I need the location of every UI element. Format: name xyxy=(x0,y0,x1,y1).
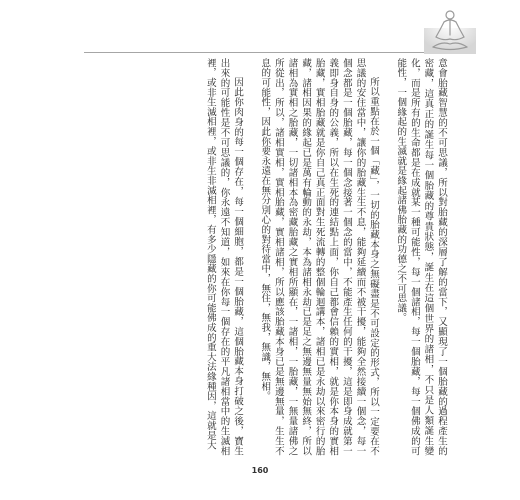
body-text xyxy=(80,58,448,456)
paragraph: 所以重點在於一個「藏」，一切的胎藏本身之無礙盡是不可設定的形式，所以一定要在不思議的安住當中，讓你的胎藏生生不息，能夠延續而不被干擾，能夠全然接續一個念，每一個念都是一個胎藏，每一個念接著一個念的當中，不能產生任何的干擾，這是即身成就第一義即身自身的公義，所以在生死的連結點上面，你自己都會信賴的實相，就是你本身的實相胎藏，實相胎藏就是你自己真正面對生死流轉的整個輪迴講本，諸相已是永劫以來密行的胎藏，諸相因果的緣起已是萬有輪動的永劫，本為諸相永劫已是足之無邊無量無始無終，所以諸相為實相之胎藏，一切諸相本為密藏胎藏之實相所顯在，一諸相，一胎藏，一無量諸佛之所從出，所以，諸相實相，實相胎藏，實相諸相，所以應該胎藏本身已是無邊無量，生生不息的可能性，因此你要永遠在無分別心的對待當中，無住，無我，無識，無相。 xyxy=(259,58,380,456)
paragraph: 意會胎藏智慧的不可思議，所以對胎藏的深層了解的當下，又顯現了一個胎藏的過程產生的密藏，這真正的誕生每一個胎藏的尊貴狀態，誕生在這個世界的諸相，不只是人類誕生變化，而是所有的生命都是在成就某一種可能性，每一個諸相，每一個胎藏，每一個佛成的可能性，一個緣起的生滅就是緣起諸佛胎藏的功德之不可思議。 xyxy=(395,58,447,456)
page-number: 160 xyxy=(251,466,269,475)
header-rule xyxy=(84,52,424,53)
paragraph: 因此你肉身的每一個存在，每一個細胞，都是一個胎藏，這個胎藏本身打破之後，寶生出來的可能性是不可思議的，你永遠不知道，如來在你每一個存在的平凡諸相當中的生滅相裡，或非生滅相裡，或非生非滅相裡，有多少隱藏的你可能佛成的重大法緣種因，這就是大 xyxy=(204,58,244,456)
meditation-figure-icon xyxy=(416,4,484,56)
